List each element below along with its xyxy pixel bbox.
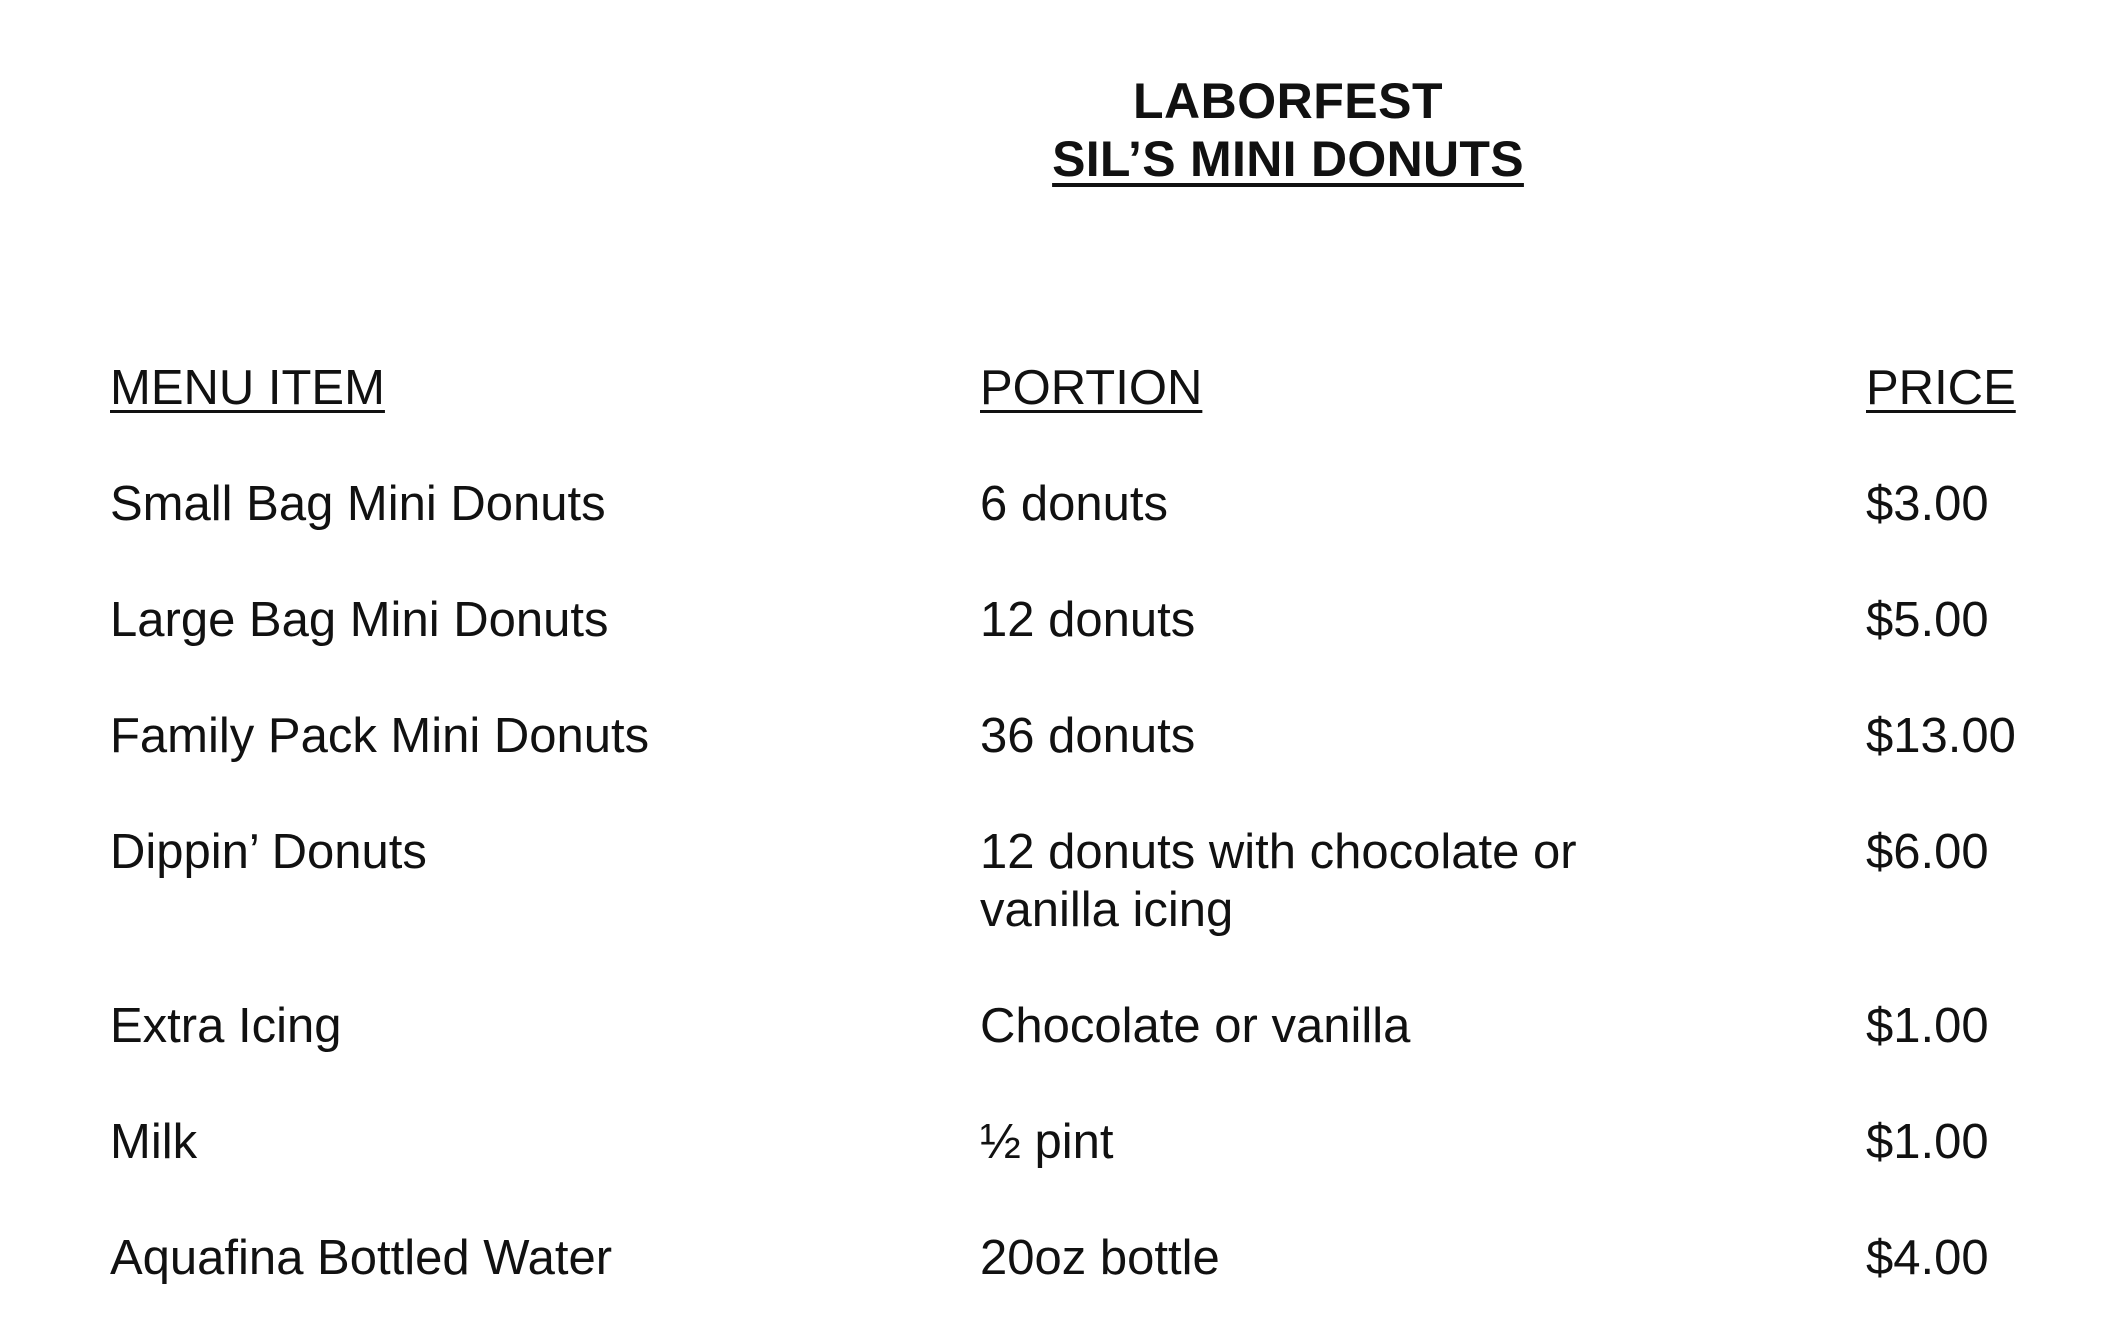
menu-item-aquafina-water: Aquafina Bottled Water <box>110 1231 613 1285</box>
portion-small-bag: 6 donuts <box>980 477 1168 531</box>
portion-dippin-donuts-line2: vanilla icing <box>980 883 1234 937</box>
portion-column <box>980 360 1660 1300</box>
price-dippin-donuts: $6.00 <box>1866 825 1989 879</box>
menu-item-dippin-donuts: Dippin’ Donuts <box>110 825 427 879</box>
menu-item-extra-icing: Extra Icing <box>110 999 342 1053</box>
menu-item-column <box>110 360 910 1300</box>
price-milk: $1.00 <box>1866 1115 1989 1169</box>
price-small-bag: $3.00 <box>1866 477 1989 531</box>
portion-aquafina-water: 20oz bottle <box>980 1231 1220 1285</box>
price-extra-icing: $1.00 <box>1866 999 1989 1053</box>
portion-header: PORTION <box>980 361 1203 415</box>
menu-item-small-bag: Small Bag Mini Donuts <box>110 477 606 531</box>
menu-item-family-pack: Family Pack Mini Donuts <box>110 709 650 763</box>
portion-family-pack: 36 donuts <box>980 709 1196 763</box>
price-aquafina-water: $4.00 <box>1866 1231 1989 1285</box>
menu-item-header: MENU ITEM <box>110 361 385 415</box>
portion-milk: ½ pint <box>980 1115 1114 1169</box>
vendor-title: SIL’S MINI DONUTS <box>1052 131 1524 187</box>
portion-extra-icing: Chocolate or vanilla <box>980 999 1411 1053</box>
title-block <box>1038 72 1538 188</box>
portion-large-bag: 12 donuts <box>980 593 1196 647</box>
menu-item-large-bag: Large Bag Mini Donuts <box>110 593 609 647</box>
price-large-bag: $5.00 <box>1866 593 1989 647</box>
event-title: LABORFEST <box>1132 73 1444 129</box>
price-header: PRICE <box>1866 361 2016 415</box>
price-column <box>1866 360 2086 1300</box>
portion-dippin-donuts-line1: 12 donuts with chocolate or <box>980 825 1577 879</box>
menu-item-milk: Milk <box>110 1115 198 1169</box>
price-family-pack: $13.00 <box>1866 709 2016 763</box>
